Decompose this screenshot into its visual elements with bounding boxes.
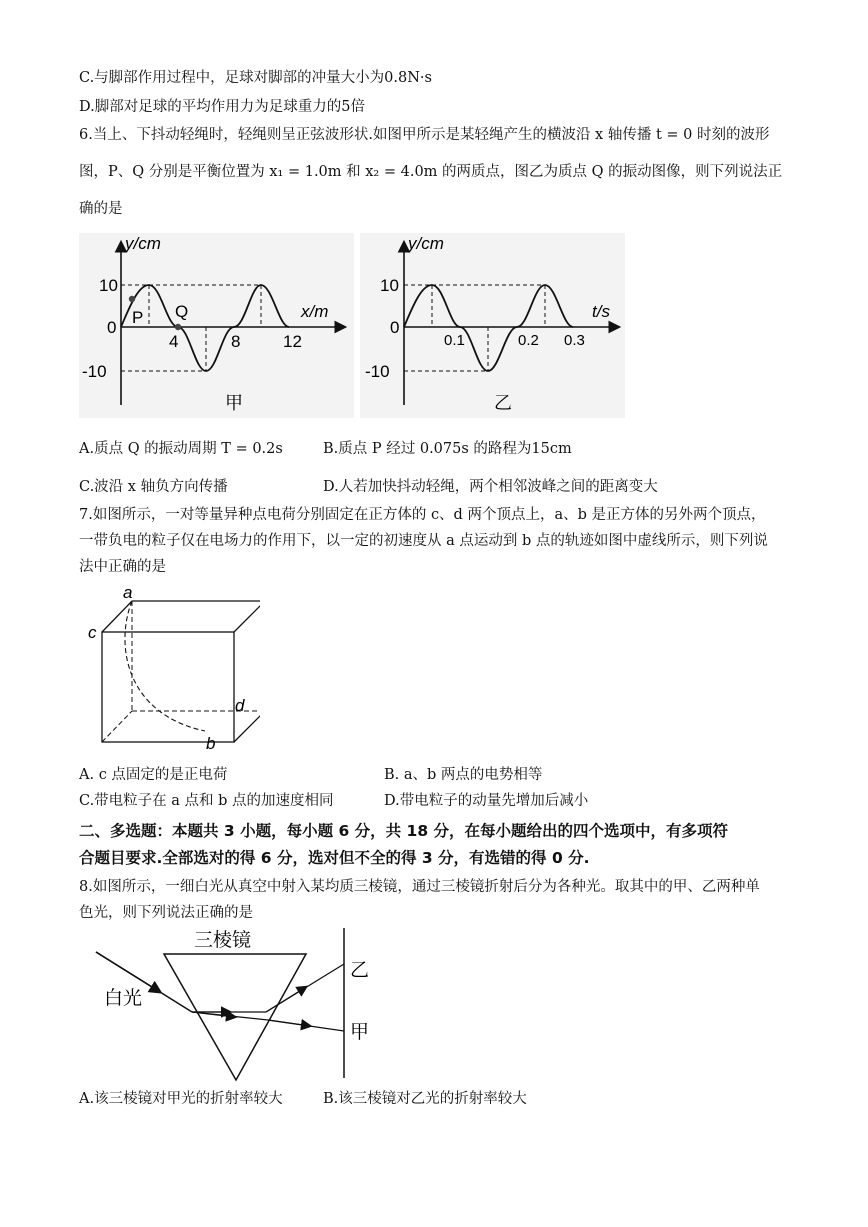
q8-stem-line1: 8.如图所示，一细白光从真空中射入某均质三棱镜，通过三棱镜折射后分为各种光。取其中的甲、乙两种单 [79,879,760,895]
q6-option-d: D.人若加快抖动轻绳，两个相邻波峰之间的距离变大 [323,479,658,495]
vibration-xtick-03: 0.3 [564,332,585,349]
wave-caption: 甲 [225,393,243,413]
q8-stem-line2: 色光，则下列说法正确的是 [79,905,253,921]
q7-option-c: C.带电粒子在 a 点和 b 点的加速度相同 [79,793,334,809]
section2-heading-line2: 合题目要求.全部选对的得 6 分，选对但不全的得 3 分，有选错的得 0 分. [79,849,590,867]
wave-label-q: Q [175,302,189,321]
q6-option-c: C.波沿 x 轴负方向传播 [79,479,228,495]
wave-ytick-neg10: -10 [82,362,107,381]
vibration-xtick-02: 0.2 [518,332,539,349]
vibration-xlabel: t/s [592,302,610,321]
vibration-caption: 乙 [494,393,512,413]
q7-stem-line1: 7.如图所示，一对等量异种点电荷分别固定在正方体的 c、d 两个顶点上，a、b 是正方体的另外两个顶点， [79,507,766,523]
q6-figure-wave [79,233,354,418]
q5-option-c: C.与脚部作用过程中，足球对脚部的冲量大小为0.8N·s [79,70,432,86]
q6-figure-vibration [360,233,625,418]
q8-figure-prism [80,926,380,1084]
q6-option-b: B.质点 P 经过 0.075s 的路程为15cm [323,441,572,457]
vibration-xtick-01: 0.1 [444,332,465,349]
q7-label-c: c [88,623,97,642]
q8-option-b: B.该三棱镜对乙光的折射率较大 [323,1091,527,1107]
wave-xtick-4: 4 [169,332,179,351]
q5-option-d: D.脚部对足球的平均作用力为足球重力的5倍 [79,99,365,115]
vibration-ylabel: y/cm [408,234,444,253]
vibration-ytick-neg10: -10 [365,362,390,381]
wave-ytick-0: 0 [107,318,117,337]
q6-stem-line1: 6.当上、下抖动轻绳时，轻绳则呈正弦波形状.如图甲所示是某轻绳产生的横波沿 x 轴传播 t = 0 时刻的波形 [79,127,770,143]
wave-ytick-10: 10 [99,276,118,295]
q7-figure-cube [80,584,260,754]
point-q-marker [175,324,181,330]
q7-stem-line3: 法中正确的是 [79,559,166,575]
q8-label-jia: 甲 [350,1022,370,1043]
wave-xtick-12: 12 [283,332,302,351]
q7-option-a: A. c 点固定的是正电荷 [79,767,228,783]
q7-label-d: d [235,696,245,715]
q6-stem-line3: 确的是 [79,201,123,217]
q7-label-b: b [206,734,216,753]
q8-label-prism: 三棱镜 [194,930,252,951]
q7-option-d: D.带电粒子的动量先增加后减小 [384,793,589,809]
q8-label-white-light: 白光 [104,988,143,1009]
q6-stem-line2: 图，P、Q 分别是平衡位置为 x₁ = 1.0m 和 x₂ = 4.0m 的两质点，图乙为质点 Q 的振动图像，则下列说法正 [79,164,783,180]
wave-ylabel: y/cm [125,234,161,253]
wave-xtick-8: 8 [231,332,241,351]
wave-xlabel: x/m [301,302,329,321]
q7-label-a: a [123,584,133,602]
q6-option-a: A.质点 Q 的振动周期 T = 0.2s [79,441,283,457]
vibration-ytick-10: 10 [380,276,399,295]
wave-label-p: P [132,308,144,327]
point-p-marker [129,296,135,302]
section2-heading-line1: 二、多选题：本题共 3 小题，每小题 6 分，共 18 分，在每小题给出的四个选项中，有多项符 [79,822,729,840]
vibration-ytick-0: 0 [390,318,400,337]
q8-option-a: A.该三棱镜对甲光的折射率较大 [79,1091,283,1107]
q7-stem-line2: 一带负电的粒子仅在电场力的作用下，以一定的初速度从 a 点运动到 b 点的轨迹如图中虚线所示，则下列说 [79,533,768,549]
q7-option-b: B. a、b 两点的电势相等 [384,767,543,783]
q8-label-yi: 乙 [350,960,370,981]
